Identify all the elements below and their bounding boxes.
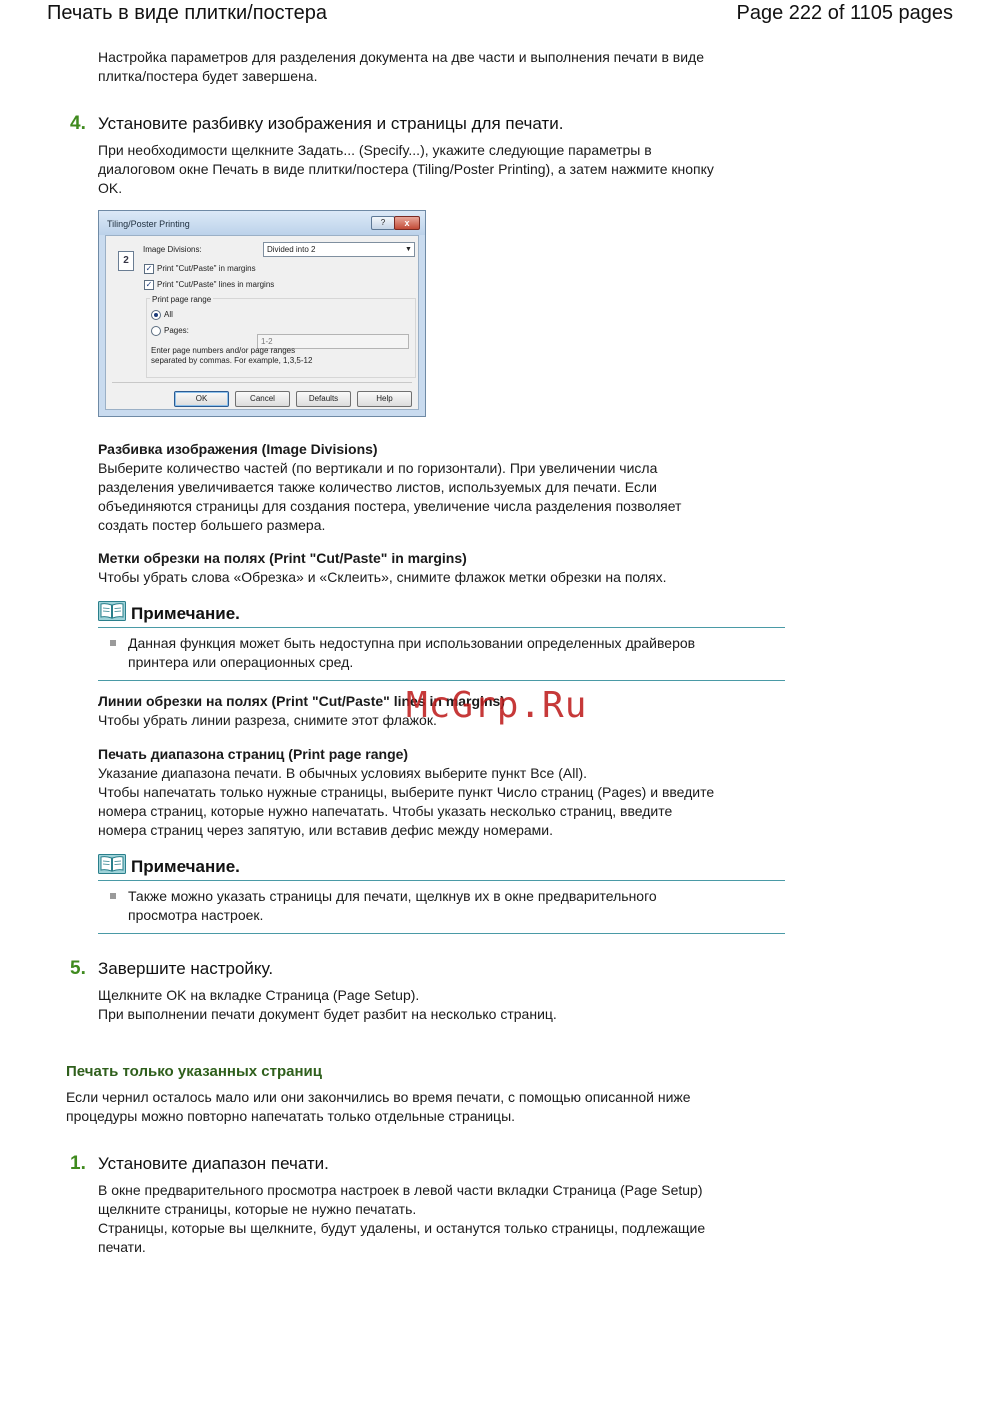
step-4-text: При необходимости щелкните Задать... (Specify...), укажите следующие параметры в диалоговом окне Печать в виде плитки/постера (Tiling/Poster Printing), а затем нажмите кнопку OK. xyxy=(98,142,714,196)
step-1-text: В окне предварительного просмотра настроек в левой части вкладки Страница (Page Setup) щелкните страницы, которые не нужно печатать. Страницы, которые вы щелкните, будут удалены, и останутся только страницы, подлежащие печати. xyxy=(98,1182,706,1255)
step-4-title: Установите разбивку изображения и страницы для печати. xyxy=(98,114,564,133)
note-1-header xyxy=(98,600,785,628)
note-2 xyxy=(98,853,785,934)
page-range-section: Печать диапазона страниц (Print page range) Указание диапазона печати. В обычных условиях выберите пункт Все (All). Чтобы напечатать только нужные страницы, выберите пункт Число страниц (Pages) и введите номера страниц, которые нужно напечатать. Чтобы указать несколько страниц, введите номера страниц через запятую, или вставив дефис между номерами. xyxy=(98,746,715,838)
dialog-title: Tiling/Poster Printing xyxy=(107,219,190,229)
page-header-title: Печать в виде плитки/постера xyxy=(47,2,327,24)
pages-hint-line-1: Enter page numbers and/or page ranges xyxy=(151,346,296,355)
cancel-button[interactable]: Cancel xyxy=(235,391,290,407)
defaults-button[interactable]: Defaults xyxy=(296,391,351,407)
pages-input-value: 1-2 xyxy=(261,337,273,346)
cut-marks-section: Метки обрезки на полях (Print "Cut/Paste" in margins) Чтобы убрать слова «Обрезка» и «Склеить», снимите флажок метки обрезки на полях. xyxy=(98,550,667,585)
step-5-text: Щелкните OK на вкладке Страница (Page Setup). При выполнении печати документ будет разбит на несколько страниц. xyxy=(98,987,557,1022)
step-4-number: 4. xyxy=(70,113,86,134)
page-range-heading: Печать диапазона страниц (Print page range) xyxy=(98,746,409,762)
step-1-title: Установите диапазон печати. xyxy=(98,1154,329,1173)
bullet-icon xyxy=(110,893,116,899)
book-icon xyxy=(98,854,126,874)
step-4-heading xyxy=(70,113,563,135)
print-page-range-label: Print page range xyxy=(152,295,212,304)
dialog-separator xyxy=(112,382,412,383)
radio-all[interactable] xyxy=(151,310,161,320)
cut-paste-lines-checkbox[interactable]: ✓ xyxy=(145,280,153,289)
note-2-title: Примечание. xyxy=(131,857,240,876)
page-header-page-info: Page 222 of 1105 pages xyxy=(736,2,953,24)
cut-lines-section: Линии обрезки на полях (Print "Cut/Paste" lines in margins) Чтобы убрать линии разреза, снимите этот флажок. xyxy=(98,693,505,728)
dialog-client-area xyxy=(105,235,419,410)
note-1-body: Данная функция может быть недоступна при использовании определенных драйверов принтера или операционных сред. xyxy=(98,628,785,681)
chevron-down-icon: ▼ xyxy=(405,246,412,253)
cut-paste-margins-label: Print "Cut/Paste" in margins xyxy=(157,264,256,273)
ok-button[interactable]: OK xyxy=(174,391,229,407)
dialog-close-icon[interactable]: x xyxy=(394,216,420,230)
step-1-heading xyxy=(70,1153,329,1175)
step-1-number: 1. xyxy=(70,1153,86,1174)
dialog-title-bar xyxy=(99,211,425,235)
section-title: Печать только указанных страниц xyxy=(66,1063,322,1080)
image-divisions-heading: Разбивка изображения (Image Divisions) xyxy=(98,441,378,457)
radio-all-label: All xyxy=(164,310,173,319)
watermark: McGrp.Ru xyxy=(406,685,588,726)
step-5-heading xyxy=(70,958,273,980)
step-5-title: Завершите настройку. xyxy=(98,959,274,978)
divisions-preview-icon: 2 xyxy=(118,251,134,271)
cut-lines-heading: Линии обрезки на полях (Print "Cut/Paste" lines in margins) xyxy=(98,693,505,709)
tiling-poster-dialog xyxy=(98,210,426,417)
image-divisions-section: Разбивка изображения (Image Divisions) Выберите количество частей (по вертикали и по горизонтали). При увеличении числа разделения увеличивается также количество листов, используемых для печати. Если объединяются страницы для создания постера, увеличение числа разделения позволяет создать постер большего размера. xyxy=(98,441,682,533)
radio-pages[interactable] xyxy=(151,326,161,336)
note-1 xyxy=(98,600,785,681)
intro-paragraph: Настройка параметров для разделения документа на две части и выполнения печати в виде плитка/постера будет завершена. xyxy=(98,49,705,84)
note-1-title: Примечание. xyxy=(131,604,240,623)
book-icon xyxy=(98,601,126,621)
help-button[interactable]: Help xyxy=(357,391,412,407)
note-2-body: Также можно указать страницы для печати, щелкнув их в окне предварительного просмотра настроек. xyxy=(98,881,785,934)
dialog-help-icon[interactable]: ? xyxy=(371,216,395,230)
cut-paste-margins-checkbox[interactable]: ✓ xyxy=(145,264,153,273)
image-divisions-value: Divided into 2 xyxy=(267,245,316,254)
section-text: Если чернил осталось мало или они закончились во время печати, с помощью описанной ниже процедуры можно повторно напечатать только отдельные страницы. xyxy=(66,1089,691,1124)
cut-marks-heading: Метки обрезки на полях (Print "Cut/Paste" in margins) xyxy=(98,550,467,566)
pages-hint-line-2: separated by commas. For example, 1,3,5-12 xyxy=(151,356,313,365)
note-2-header xyxy=(98,853,785,881)
cut-paste-lines-label: Print "Cut/Paste" lines in margins xyxy=(157,280,275,289)
bullet-icon xyxy=(110,640,116,646)
step-5-number: 5. xyxy=(70,958,86,979)
image-divisions-label: Image Divisions: xyxy=(143,245,202,254)
radio-pages-label: Pages: xyxy=(164,326,189,335)
image-divisions-select[interactable] xyxy=(263,242,415,257)
